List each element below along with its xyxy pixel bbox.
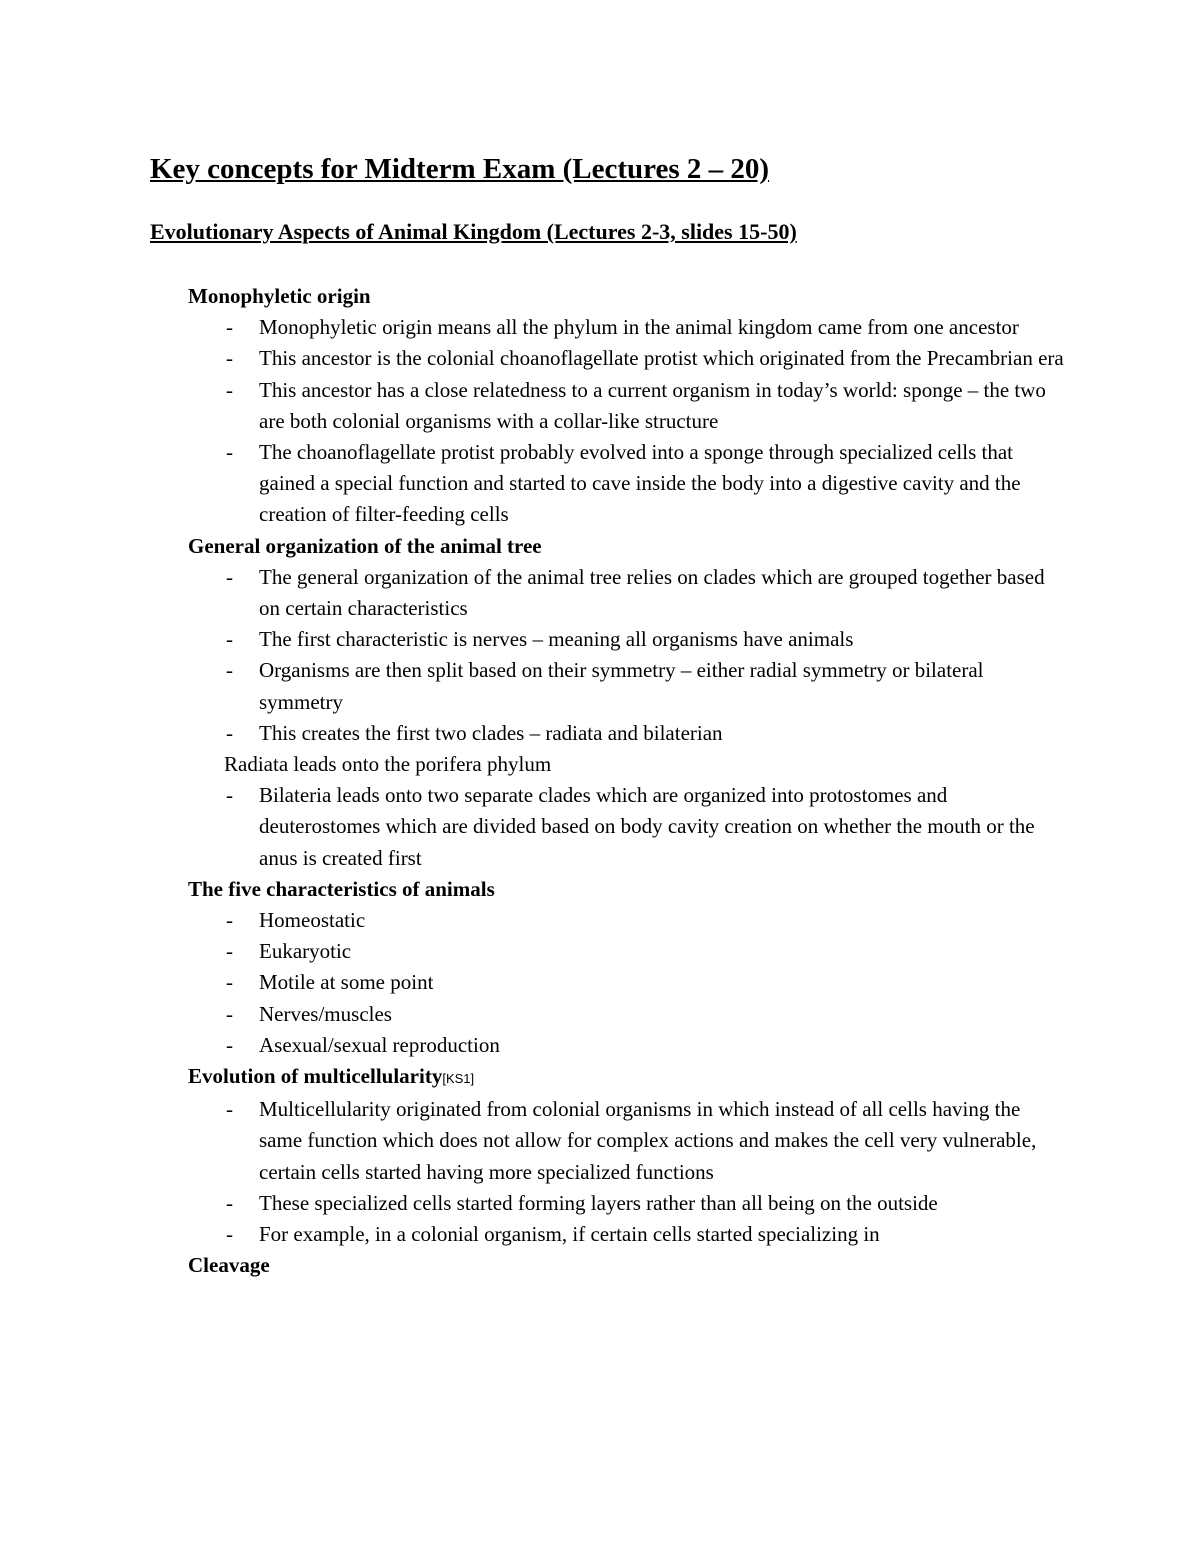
document-body	[188, 281, 1068, 1282]
list-item	[188, 780, 1068, 874]
list-item-text: Monophyletic origin means all the phylum in the animal kingdom came from one ancestor	[259, 315, 1019, 340]
list-item-text: Asexual/sexual reproduction	[259, 1032, 500, 1057]
bullet-dash: -	[226, 627, 233, 652]
list-item-text: Motile at some point	[259, 970, 434, 995]
bullet-dash: -	[226, 564, 233, 589]
list-item-text: These specialized cells started forming layers rather than all being on the outside	[259, 1190, 938, 1215]
list-item-text: The first characteristic is nerves – meaning all organisms have animals	[259, 627, 854, 652]
list-item	[188, 437, 1068, 531]
bullet-dash: -	[226, 1001, 233, 1026]
bullet-dash: -	[226, 346, 233, 371]
bullet-dash: -	[226, 1097, 233, 1122]
bullet-dash: -	[226, 440, 233, 465]
bullet-dash: -	[226, 720, 233, 745]
list-item-text: This ancestor has a close relatedness to a current organism in today’s world: sponge – the two are both colonial organisms with a collar-like structure	[259, 377, 1046, 433]
bullet-dash: -	[226, 783, 233, 808]
list-item-text: The general organization of the animal tree relies on clades which are grouped together based on certain characteristics	[259, 564, 1045, 621]
list-item-text: This ancestor is the colonial choanoflagellate protist which originated from the Precambrian era	[259, 346, 1064, 371]
list-item-text: Multicellularity originated from colonial organisms in which instead of all cells having the same function which does not allow for complex actions and makes the cell very vulnerable, certain cells started having more specialized functions	[259, 1097, 1037, 1184]
list-item	[188, 312, 1068, 343]
bullet-dash: -	[226, 908, 233, 933]
list-item	[188, 343, 1068, 374]
list-item-text: The choanoflagellate protist probably evolved into a sponge through specialized cells that gained a special function and started to cave inside the body into a digestive cavity and the creation of filter-feeding cells	[259, 440, 1021, 527]
list-item	[188, 375, 1068, 437]
bullet-dash: -	[226, 1222, 233, 1247]
list-item	[188, 967, 1068, 998]
list-item	[188, 999, 1068, 1030]
heading-text: Evolution of multicellularity	[188, 1064, 443, 1089]
list-item-text: Nerves/muscles	[259, 1001, 392, 1026]
list-item	[188, 624, 1068, 655]
list-item-text: For example, in a colonial organism, if certain cells started specializing in	[259, 1222, 880, 1247]
list-item	[188, 1188, 1068, 1219]
list-item	[188, 562, 1068, 624]
bullet-list-general-organization	[188, 562, 1068, 749]
bullet-dash: -	[226, 939, 233, 964]
list-item-text: Homeostatic	[259, 908, 366, 933]
bullet-dash: -	[226, 1190, 233, 1215]
heading-cleavage: Cleavage	[188, 1253, 270, 1278]
heading-evolution-multicellularity	[188, 1061, 1068, 1094]
bullet-dash: -	[226, 315, 233, 340]
list-item	[188, 1030, 1068, 1061]
section-subtitle: Evolutionary Aspects of Animal Kingdom (Lectures 2-3, slides 15-50)	[150, 219, 797, 244]
list-item-text: Eukaryotic	[259, 939, 352, 964]
list-item-text: Organisms are then split based on their symmetry – either radial symmetry or bilateral symmetry	[259, 658, 984, 714]
list-item	[188, 1094, 1068, 1188]
bullet-dash: -	[226, 377, 233, 402]
bullet-list-bilateria	[188, 780, 1068, 874]
heading-monophyletic-origin: Monophyletic origin	[188, 284, 371, 308]
comment-reference-marker[interactable]: [KS1]	[442, 1071, 475, 1087]
plain-line-radiata: Radiata leads onto the porifera phylum	[224, 752, 552, 777]
bullet-dash: -	[226, 970, 233, 995]
bullet-dash: -	[226, 658, 233, 683]
bullet-list-monophyletic-origin	[188, 312, 1068, 530]
heading-general-organization: General organization of the animal tree	[188, 533, 542, 558]
list-item	[188, 655, 1068, 717]
heading-five-characteristics: The five characteristics of animals	[188, 876, 495, 901]
list-item	[188, 1219, 1068, 1250]
list-item	[188, 905, 1068, 936]
list-item	[188, 936, 1068, 967]
bullet-dash: -	[226, 1032, 233, 1057]
list-item-text: This creates the first two clades – radiata and bilaterian	[259, 720, 723, 745]
bullet-list-five-characteristics	[188, 905, 1068, 1061]
document-title: Key concepts for Midterm Exam (Lectures 2 – 20)	[150, 153, 770, 185]
bullet-list-multicellularity	[188, 1094, 1068, 1250]
list-item	[188, 718, 1068, 749]
list-item-text: Bilateria leads onto two separate clades which are organized into protostomes and deuterostomes which are divided based on body cavity creation on whether the mouth or the anus is created first	[259, 783, 1035, 870]
